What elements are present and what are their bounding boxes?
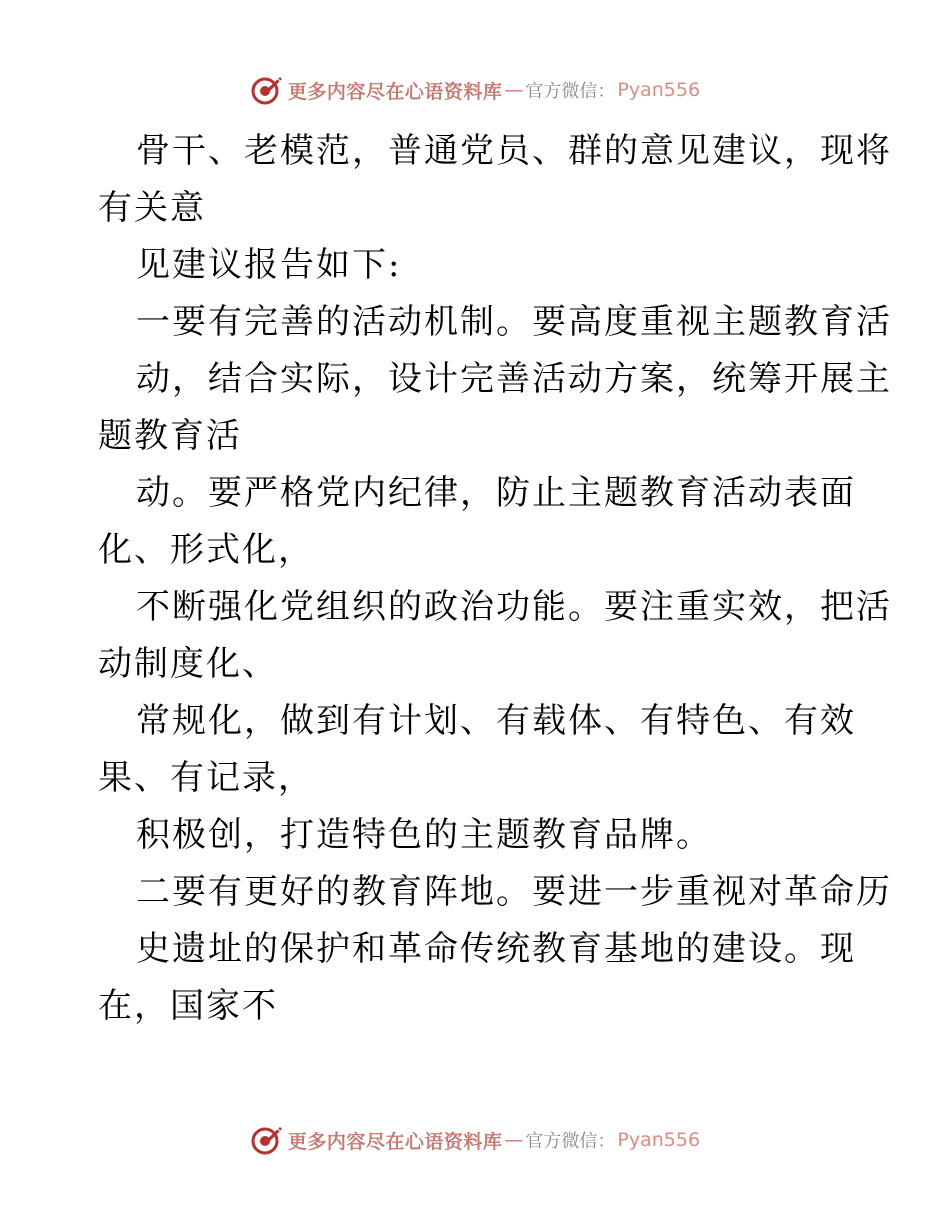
text-line: 在，国家不 [98,986,278,1026]
footer-wechat-label: 官方微信： [525,1131,616,1152]
header-wechat-id: Pyan556 [617,79,701,101]
text-line: 骨干、老模范，普通党员、群的意见建议，现将 [136,131,892,171]
header-banner [0,70,950,110]
footer-banner [0,1120,950,1160]
pen-logo-icon [250,1123,284,1157]
text-line: 动。要严格党内纪律，防止主题教育活动表面 [136,473,856,513]
text-line: 动制度化、 [98,644,278,684]
document-body [98,123,892,1035]
header-site-text: 更多内容尽在心语资料库 [287,80,503,103]
text-line: 不断强化党组织的政治功能。要注重实效，把活 [136,587,892,627]
footer-site-text: 更多内容尽在心语资料库 [287,1130,503,1153]
header-wechat-label: 官方微信： [525,81,616,102]
text-line: 动，结合实际，设计完善活动方案，统筹开展主 [136,359,892,399]
text-line: 果、有记录， [98,758,314,798]
footer-wechat-id: Pyan556 [617,1129,701,1151]
footer-separator: — [504,1129,524,1151]
text-line: 有关意 [98,188,206,228]
text-line: 见建议报告如下: [136,245,402,285]
pen-logo-icon [250,73,284,107]
text-line: 题教育活 [98,416,242,456]
text-line: 常规化，做到有计划、有载体、有特色、有效 [136,701,856,741]
text-line: 一要有完善的活动机制。要高度重视主题教育活 [136,302,892,342]
text-line: 积极创，打造特色的主题教育品牌。 [136,815,712,855]
text-line: 二要有更好的教育阵地。要进一步重视对革命历 [136,872,892,912]
header-separator: — [504,79,524,101]
text-line: 化、形式化， [98,530,314,570]
text-line: 史遗址的保护和革命传统教育基地的建设。现 [136,929,856,969]
